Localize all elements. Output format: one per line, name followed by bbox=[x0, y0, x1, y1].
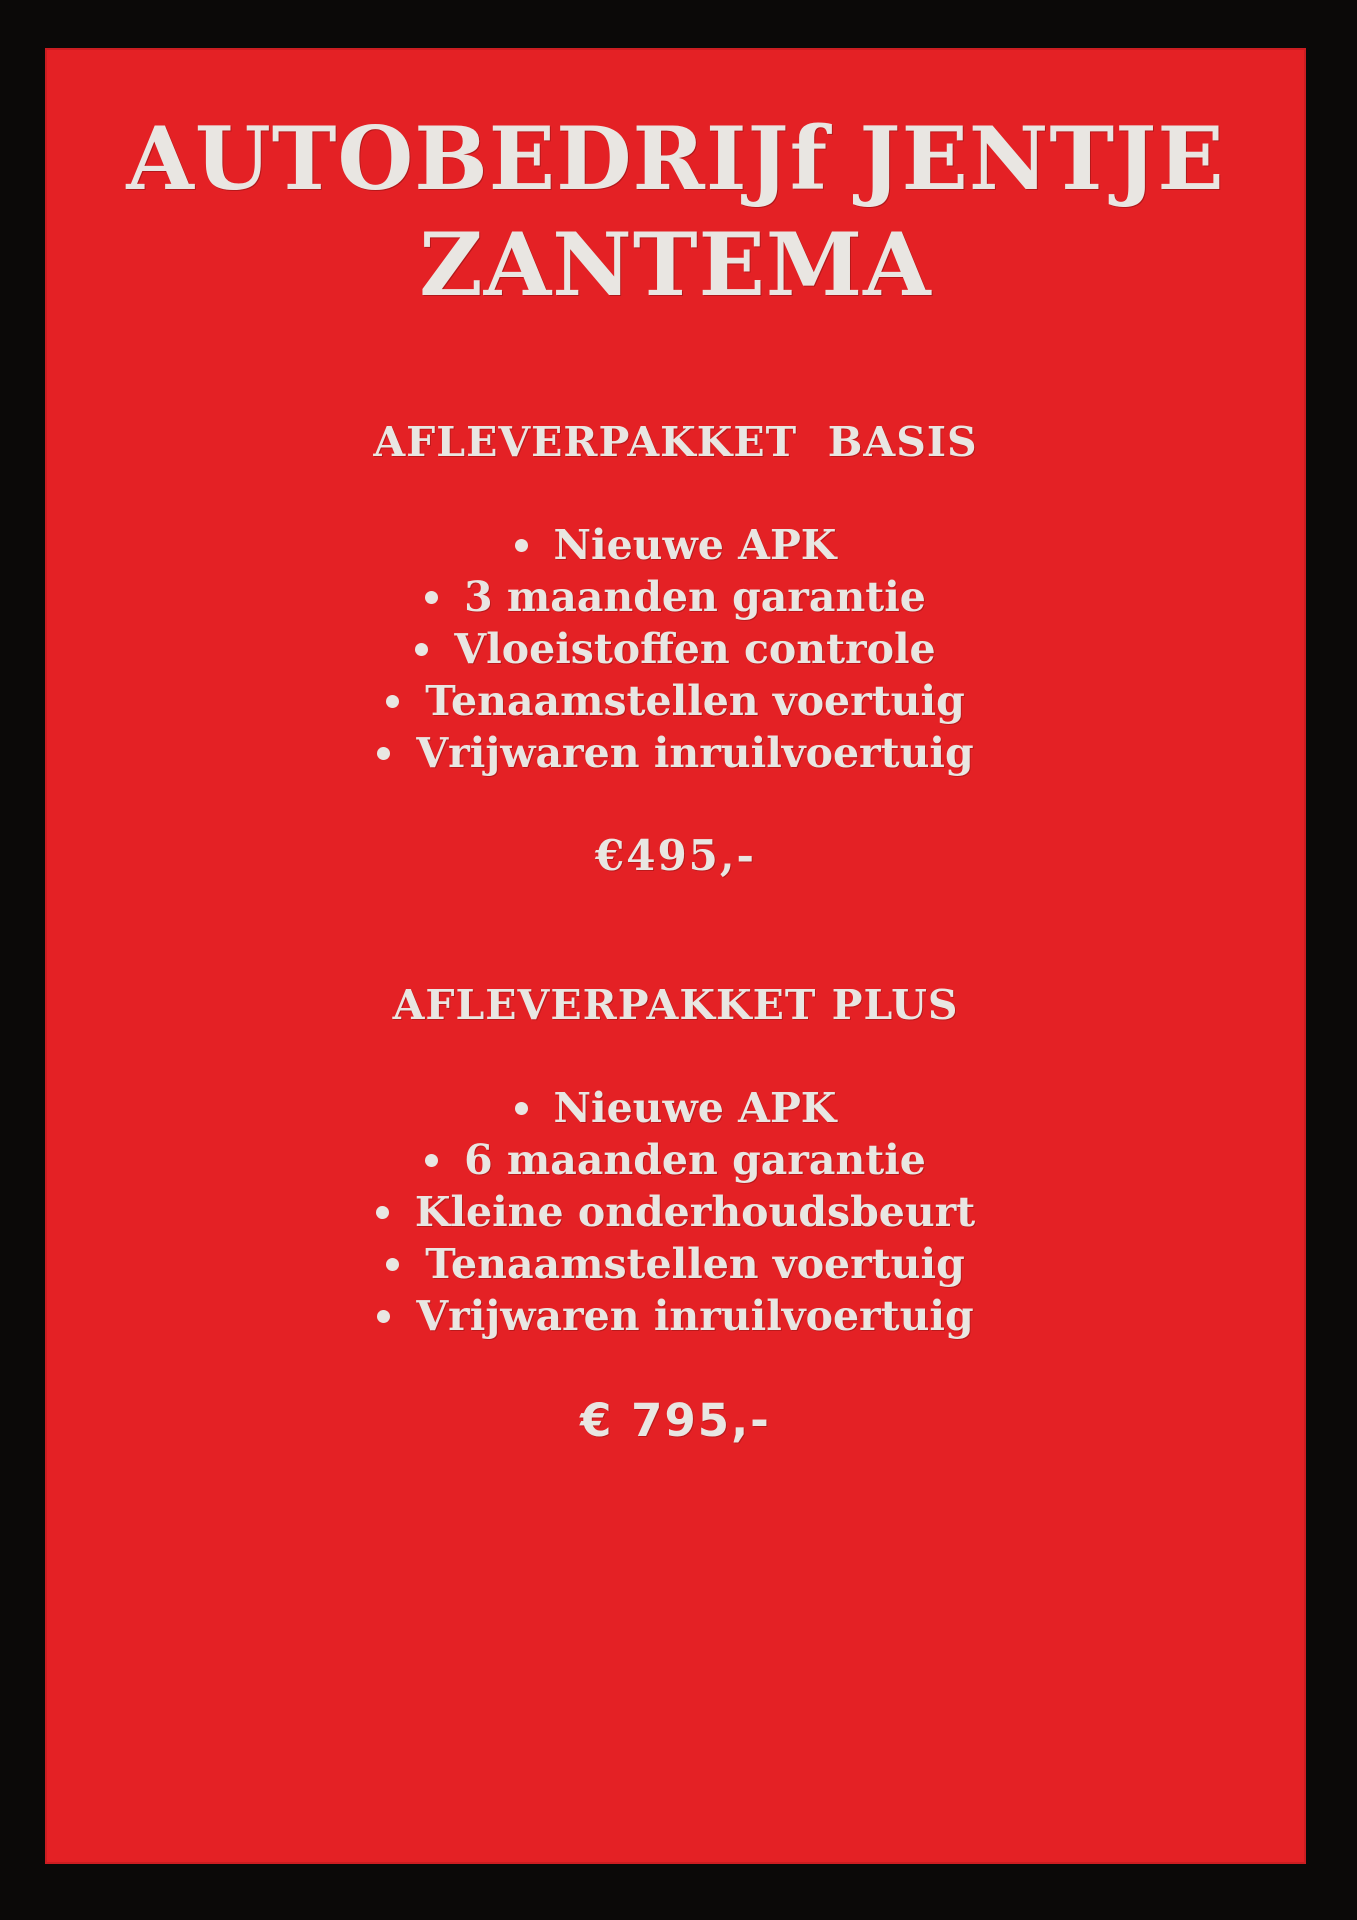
list-item bbox=[45, 1238, 1306, 1290]
list-item bbox=[45, 675, 1306, 727]
list-item-label: Kleine onderhoudsbeurt bbox=[414, 1188, 976, 1236]
poster-title bbox=[45, 106, 1306, 318]
bullet-icon bbox=[425, 591, 438, 604]
package-plus-items-list bbox=[45, 1082, 1306, 1342]
bullet-icon bbox=[386, 1258, 399, 1271]
list-item bbox=[45, 519, 1306, 571]
list-item-label: Nieuwe APK bbox=[553, 521, 837, 569]
list-item bbox=[45, 1134, 1306, 1186]
list-item bbox=[45, 1186, 1306, 1238]
bullet-icon bbox=[515, 539, 528, 552]
bullet-icon bbox=[377, 1310, 390, 1323]
package-plus bbox=[45, 981, 1306, 1448]
list-item bbox=[45, 1290, 1306, 1342]
list-item-label: Tenaamstellen voertuig bbox=[425, 677, 965, 725]
bullet-icon bbox=[377, 747, 390, 760]
package-plus-heading: AFLEVERPAKKET PLUS bbox=[392, 981, 959, 1029]
bullet-icon bbox=[376, 1206, 389, 1219]
poster-title-line-2: ZANTEMA bbox=[419, 213, 932, 316]
bullet-icon bbox=[515, 1102, 528, 1115]
list-item-label: Vrijwaren inruilvoertuig bbox=[416, 729, 974, 777]
package-basis-items-list bbox=[45, 519, 1306, 779]
list-item-label: Tenaamstellen voertuig bbox=[425, 1240, 965, 1288]
list-item-label: 3 maanden garantie bbox=[464, 573, 926, 621]
bullet-icon bbox=[425, 1154, 438, 1167]
list-item-label: Vrijwaren inruilvoertuig bbox=[416, 1292, 974, 1340]
bullet-icon bbox=[415, 643, 428, 656]
package-basis-price: €495,- bbox=[595, 831, 756, 880]
poster-title-line-1: AUTOBEDRIJf JENTJE bbox=[126, 107, 1225, 210]
package-basis bbox=[45, 418, 1306, 881]
list-item bbox=[45, 1082, 1306, 1134]
list-item-label: 6 maanden garantie bbox=[464, 1136, 926, 1184]
list-item bbox=[45, 571, 1306, 623]
list-item-label: Vloeistoffen controle bbox=[454, 625, 936, 673]
list-item-label: Nieuwe APK bbox=[553, 1084, 837, 1132]
list-item bbox=[45, 727, 1306, 779]
package-plus-price: € 795,- bbox=[580, 1394, 771, 1447]
list-item bbox=[45, 623, 1306, 675]
package-basis-heading: AFLEVERPAKKET BASIS bbox=[373, 418, 978, 466]
bullet-icon bbox=[386, 695, 399, 708]
poster bbox=[45, 48, 1306, 1864]
